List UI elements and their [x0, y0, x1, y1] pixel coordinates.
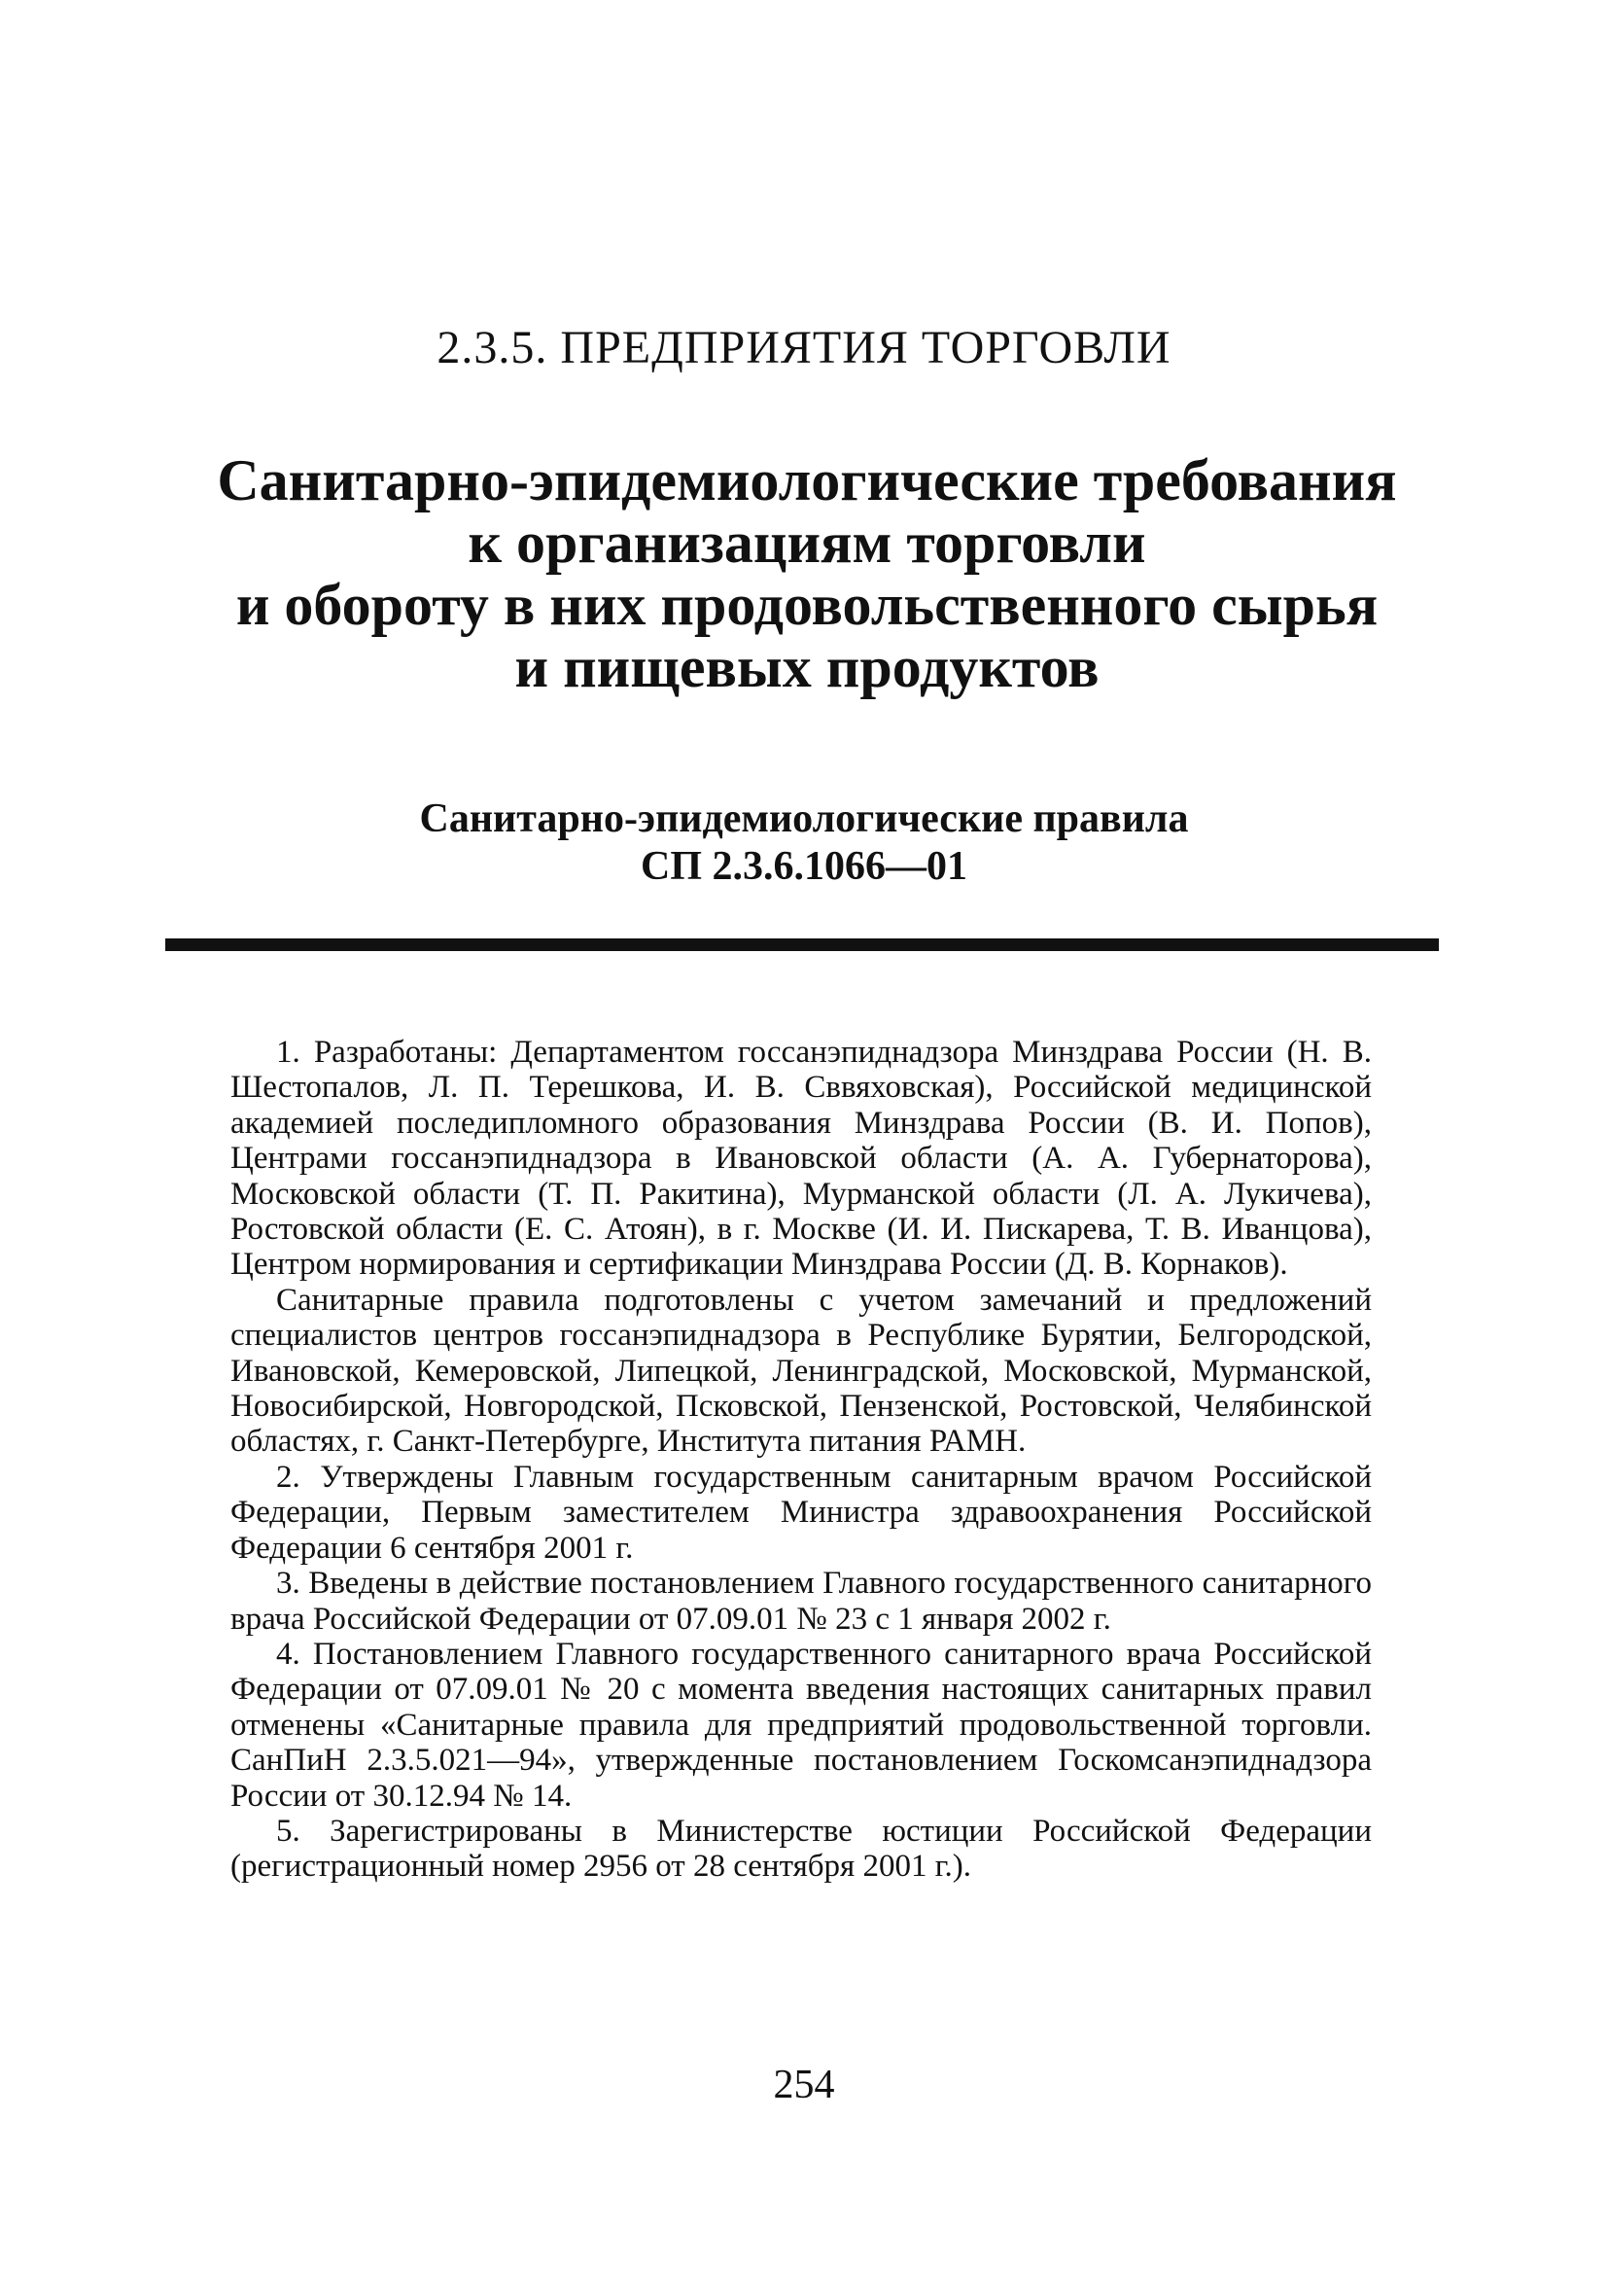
paragraph-approved: 2. Утверждены Главным государственным санитарным врачом Российской Федерации, Первым заместителем Министра здравоохранения Российской Федерации 6 сентября 2001 г.	[230, 1459, 1372, 1566]
rules-code: СП 2.3.6.1066—01	[641, 844, 967, 889]
document-title	[175, 449, 1439, 698]
horizontal-rule	[165, 938, 1439, 951]
body-text	[230, 1035, 1372, 1885]
rules-type: Санитарно-эпидемиологические правила	[419, 796, 1189, 841]
paragraph-repealed: 4. Постановлением Главного государственного санитарного врача Российской Федерации от 07.09.01 № 20 с момента введения настоящих санитарных правил отменены «Санитарные правила для предприятий продовольственной торговли. СанПиН 2.3.5.021—94», утвержденные постановлением Госкомсанэпиднадзора России от 30.12.94 № 14.	[230, 1636, 1372, 1814]
title-line: Санитарно-эпидемиологические требования	[217, 448, 1397, 512]
paragraph-developers: 1. Разработаны: Департаментом госсанэпиднадзора Минздрава России (Н. В. Шестопалов, Л. П. Терешкова, И. В. Сввяховская), Российской медицинской академией последипломного образования Минздрава России (В. И. Попов), Центрами госсанэпиднадзора в Ивановской области (А. А. Губернаторова), Московской области (Т. П. Ракитина), Мурманской области (Л. А. Лукичева), Ростовской области (Е. С. Атоян), в г. Москве (И. И. Пискарева, Т. В. Иванцова), Центром нормирования и сертификации Минздрава России (Д. В. Корнаков).	[230, 1035, 1372, 1283]
section-heading: 2.3.5. ПРЕДПРИЯТИЯ ТОРГОВЛИ	[437, 322, 1171, 373]
paragraph-enacted: 3. Введены в действие постановлением Главного государственного санитарного врача Российской Федерации от 07.09.01 № 23 с 1 января 2002 г.	[230, 1566, 1372, 1637]
paragraph-registered: 5. Зарегистрированы в Министерстве юстиции Российской Федерации (регистрационный номер 2956 от 28 сентября 2001 г.).	[230, 1813, 1372, 1885]
paragraph-preparation: Санитарные правила подготовлены с учетом замечаний и предложений специалистов центров госсанэпиднадзора в Республике Бурятии, Белгородской, Ивановской, Кемеровской, Липецкой, Ленинградской, Московской, Мурманской, Новосибирской, Новгородской, Псковской, Пензенской, Ростовской, Челябинской областях, г. Санкт-Петербурге, Института питания РАМН.	[230, 1282, 1372, 1460]
title-line: к организациям торговли	[468, 511, 1146, 575]
rules-designation	[0, 795, 1608, 891]
title-line: и пищевых продуктов	[514, 635, 1100, 699]
page-number: 254	[773, 2063, 835, 2107]
title-line: и обороту в них продовольственного сырья	[235, 573, 1379, 637]
